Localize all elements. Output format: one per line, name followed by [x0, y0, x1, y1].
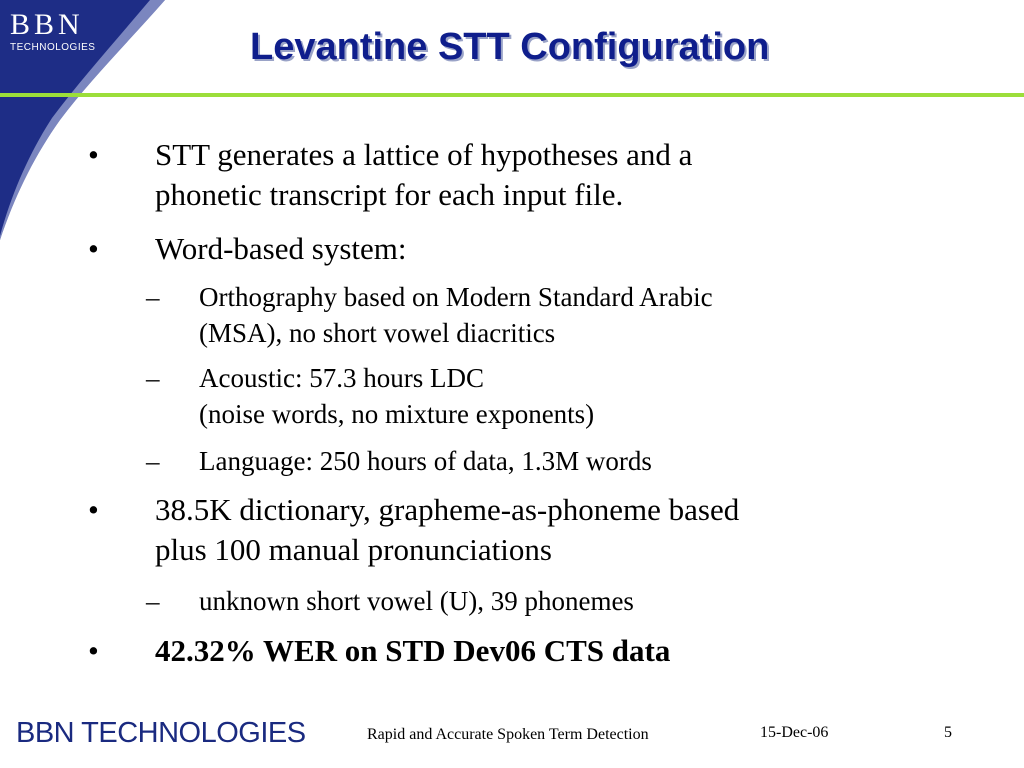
bullet-line: STT generates a lattice of hypotheses and a	[155, 137, 693, 172]
bullet-marker: •	[88, 231, 99, 266]
bullet-line: 38.5K dictionary, grapheme-as-phoneme based	[155, 492, 740, 527]
bullet-text	[155, 490, 915, 570]
sub-bullet-text	[199, 360, 899, 432]
bullet-line: phonetic transcript for each input file.	[155, 177, 624, 212]
sub-bullet-text: unknown short vowel (U), 39 phonemes	[199, 586, 634, 616]
sub-bullet-marker: –	[146, 282, 160, 312]
sub-bullet-line: Orthography based on Modern Standard Arabic	[199, 282, 713, 312]
footer-page-number: 5	[944, 724, 952, 741]
bullet-marker: •	[88, 492, 99, 527]
slide-title: Levantine STT Configuration	[250, 26, 770, 68]
sub-bullet-marker: –	[146, 363, 160, 393]
sub-bullet-marker: –	[146, 586, 160, 616]
footer-date: 15-Dec-06	[760, 724, 829, 741]
corner-logo: BBN	[10, 8, 84, 41]
footer-presentation-title: Rapid and Accurate Spoken Term Detection	[367, 726, 649, 743]
sub-bullet-line: (MSA), no short vowel diacritics	[199, 318, 556, 348]
sub-bullet-line: (noise words, no mixture exponents)	[199, 399, 595, 429]
bullet-text	[155, 135, 915, 215]
bullet-text: Word-based system:	[155, 231, 407, 266]
bullet-line: plus 100 manual pronunciations	[155, 532, 552, 567]
bullet-marker: •	[88, 633, 99, 668]
footer-logo: BBN TECHNOLOGIES	[16, 717, 306, 749]
sub-bullet-line: Acoustic: 57.3 hours LDC	[199, 363, 484, 393]
sub-bullet-text	[199, 279, 899, 351]
sub-bullet-marker: –	[146, 446, 160, 476]
bullet-text-emphasis: 42.32% WER on STD Dev06 CTS data	[155, 633, 671, 668]
bullet-marker: •	[88, 137, 99, 172]
title-divider	[0, 93, 1024, 97]
corner-logo-subtitle: TECHNOLOGIES	[10, 42, 96, 53]
sub-bullet-text: Language: 250 hours of data, 1.3M words	[199, 446, 652, 476]
